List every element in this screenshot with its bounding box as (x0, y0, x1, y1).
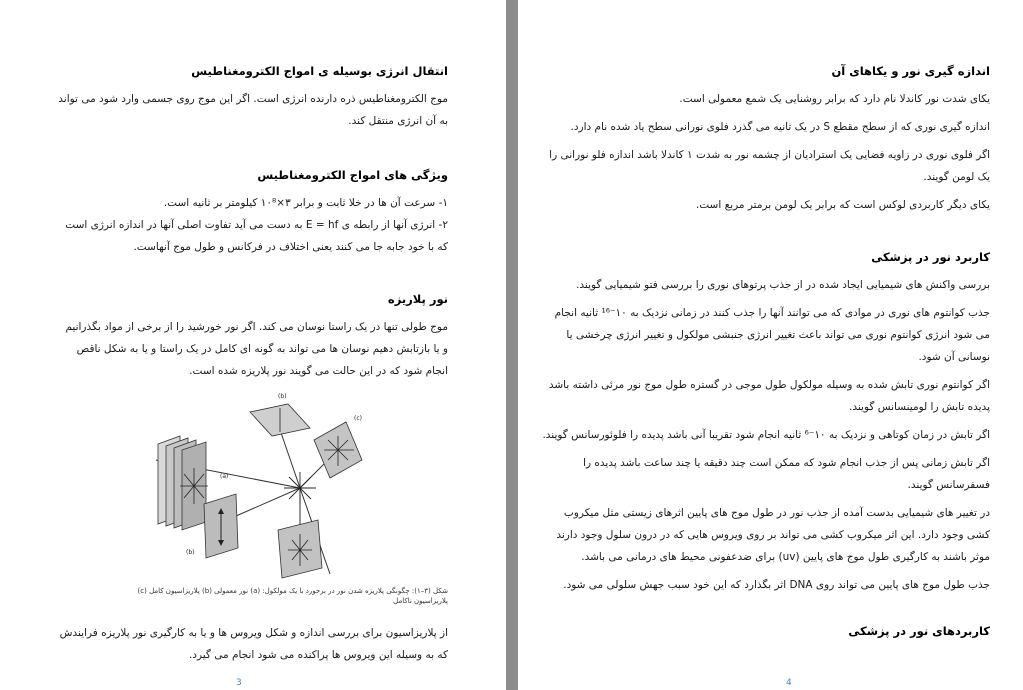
plane-top-b (250, 404, 310, 436)
closing-paragraph-block (58, 622, 448, 666)
medical-paragraph-1: بررسی واکنش های شیمیایی ایجاد شده در از جذب پرتوهای نوری را بررسی فتو شیمیایی گویند. (576, 279, 990, 291)
section-light-measurement (542, 60, 990, 216)
heading-em-properties: ویژگی های امواج الکترومغناطیس (257, 168, 448, 182)
heading-energy-transfer: انتقال انرژی بوسیله ی امواج الکترومغناطیس (191, 64, 448, 78)
section-medical-applications (542, 620, 990, 642)
medical-paragraph-3: اگر کوانتوم نوری تابش شده به وسیله مولکول طول موجی در گستره طول موج نور مرئی داشته باشد پدیده تابش را لومینسانس گویند. (548, 379, 990, 413)
medical-paragraph-7: جذب طول موج های پایین می تواند روی DNA اثر بگذارد که این خود سبب جهش سلولی می شود. (563, 579, 990, 591)
plane-bottom-right-c (278, 520, 322, 578)
right-page (518, 0, 1023, 690)
figure-label-b-top: (b) (278, 393, 287, 400)
figure-caption: شکل (۳–۱): چگونگی پلاریزه شدن نور در برخورد با یک مولکول: (a) نور معمولی (b) پلاریزاسیون کامل (c) پلاریزاسیون ناکامل (137, 587, 448, 605)
plane-right-c (314, 422, 362, 478)
heading-medical-applications: کاربردهای نور در پزشکی (848, 624, 990, 638)
heading-light-measurement: اندازه گیری نور و یکاهای آن (831, 64, 990, 78)
plane-bottom-left-b (204, 494, 238, 558)
medical-paragraph-2: جذب کوانتوم های نوری در موادی که می توانند آنها را جذب کنند در زمانی نزدیک به ۱۰⁻¹⁶ ثانیه انجام می شود انرژی کوانتوم نوری می تواند باعث تغییر انرژی جنبشی مولکول و تغییر انرژی چرخشی یا نوسانی آن شود. (554, 307, 990, 363)
medical-paragraph-5: اگر تابش زمانی پس از جذب انجام شود که ممکن است چند دقیقه یا چند ساعت باشد پدیده را فسفرسانس گویند. (583, 457, 990, 491)
paragraph-polarized-light: موج طولی تنها در یک راستا نوسان می کند. اگر نور خورشید را از برخی از مواد بگذرانیم و یا بازتابش دهیم نوسان ها می تواند به گونه ای کامل در یک راستا و یا به شکل ناقص انجام شود که در این حالت می گویند نور پلاریزه شده است. (65, 321, 448, 377)
measurement-paragraph-4: یکای دیگر کاربردی لوکس است که برابر یک لومن برمتر مربع است. (695, 199, 990, 211)
measurement-paragraph-1: یکای شدت نور کاندلا نام دارد که برابر روشنایی یک شمع معمولی است. (679, 93, 990, 105)
figure-label-a: (a) (220, 473, 229, 480)
section-em-properties (58, 164, 448, 258)
paragraph-energy-transfer: موج الکترومغناطیس ذره دارنده انرژی است. اگر این موج روی جسمی وارد شود می تواند به آن انرژی منتقل کند. (58, 93, 448, 127)
left-page (0, 0, 506, 690)
medical-paragraph-4: اگر تابش در زمان کوتاهی و نزدیک به ۱۰⁻⁶ ثانیه انجام شود تقریبا آنی باشد پدیده را فلوئورسانس گویند. (542, 429, 990, 441)
polarization-figure (108, 388, 390, 584)
page-gutter (506, 0, 518, 690)
section-polarized-light (58, 288, 448, 382)
closing-paragraph: از پلاریزاسیون برای بررسی اندازه و شکل ویروس ها و یا به کارگیری نور پلاریزه فرایندش که به وسیله این ویروس ها پراکنده می شود انجام می گیرد. (59, 627, 448, 661)
measurement-paragraph-3: اگر فلوی نوری در زاویه فضایی یک استرادیان از چشمه نور به شدت ۱ کاندلا باشد اندازه فلو نورانی را یک لومن گویند. (549, 149, 990, 183)
measurement-paragraph-2: اندازه گیری نوری که از سطح مقطع S در یک ثانیه می گذرد فلوی نورانی سطح یاد شده نام دارد. (570, 121, 990, 133)
heading-polarized-light: نور پلاریزه (387, 292, 448, 306)
figure-label-c: (c) (354, 415, 362, 422)
page-number-right: 4 (786, 678, 792, 688)
property-item-1: ۱- سرعت آن ها در خلا ثابت و برابر ۳×۱۰⁸ کیلومتر بر ثانیه است. (163, 197, 448, 209)
figure-label-b-bottom: (b) (186, 549, 195, 556)
page-number-left: 3 (236, 678, 242, 688)
section-medical-use (542, 246, 990, 596)
section-energy-transfer (58, 60, 448, 132)
medical-paragraph-6: در تغییر های شیمیایی بدست آمده از جذب نور در طول موج های پایین اثرهای زیستی مثل میکروب کشی وجود دارد. این اثر میکروب کشی می تواند بر روی ویروس هایی که در درون سلول وجود دارند موثر باشند به کارگیری طول موج های پایین (uv) برای ضدعفونی محیط های درمانی می باشد. (556, 507, 990, 563)
property-item-2: ۲- انرژی آنها از رابطه ی E = hf به دست می آید تفاوت اصلی آنها در اندازه انرژی است که با خود جابه جا می کنند یعنی اختلاف در فرکانس و طول موج آنهاست. (65, 219, 448, 253)
heading-medical-use: کاربرد نور در پزشکی (871, 250, 990, 264)
plane-stack-a (158, 436, 208, 530)
